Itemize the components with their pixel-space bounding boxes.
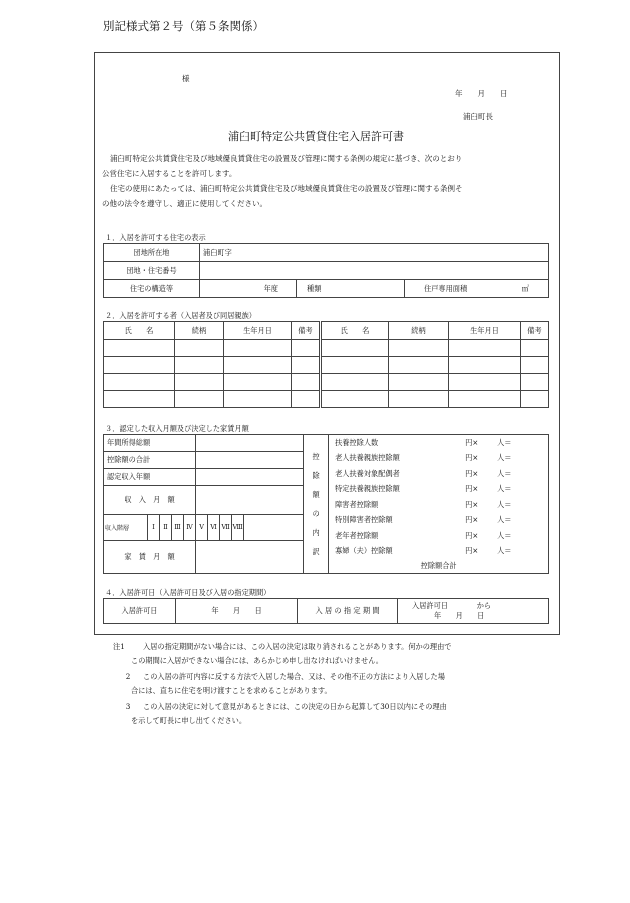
- note-line: を示して町長に申し出てください。: [131, 716, 247, 725]
- permit-date-label: 入居許可日: [104, 599, 176, 624]
- note-item: [113, 640, 452, 668]
- section1-heading: １．入居を許可する住宅の表示: [105, 233, 206, 242]
- issuer-name: 浦臼町長: [463, 112, 493, 121]
- permit-date-table: [103, 598, 549, 624]
- deduction-item-yen: 円×: [465, 437, 479, 447]
- note-line: 入居の指定期間がない場合には、この入居の決定は取り消されることがあります。何かの理由で: [143, 642, 452, 651]
- note-number: 注1: [113, 642, 125, 651]
- section3-heading: ３．認定した収入月額及び決定した家賃月額: [105, 424, 249, 433]
- form-label: 別記様式第２号（第５条関係）: [103, 19, 264, 33]
- col-remarks: 備考: [292, 322, 320, 340]
- body-para1-line1: 浦臼町特定公共賃貸住宅及び地域優良賃貸住宅の設置及び管理に関する条例の規定に基づき、次のとおり: [110, 154, 463, 163]
- deduction-item-yen: 円×: [465, 468, 479, 478]
- deduction-sum-label: 控除額合計: [420, 561, 457, 570]
- deduction-item: [329, 435, 548, 451]
- deduction-breakdown-label: [304, 435, 329, 574]
- deduction-item-label: 特定扶養親族控除額: [335, 484, 400, 494]
- deduction-item-label: 老年者控除額: [335, 530, 379, 540]
- deduction-item-label: 寡婦（夫）控除額: [335, 546, 393, 556]
- note-number: 2: [125, 672, 131, 681]
- table-row: [322, 374, 549, 391]
- deduction-item: [329, 497, 548, 513]
- deduction-item: [329, 451, 548, 467]
- table-row: [322, 391, 549, 408]
- deduction-item-yen: 円×: [465, 546, 479, 556]
- deduction-item-persons: 人＝: [497, 530, 512, 540]
- deduction-item-persons: 人＝: [497, 515, 512, 525]
- section2-heading: ２．入居を許可する者（入居者及び同居親族）: [105, 311, 256, 320]
- body-paragraph-1: [102, 151, 463, 181]
- certified-annual-label: 認定収入年額: [104, 469, 196, 486]
- permit-date-value: 年 月 日: [176, 599, 298, 624]
- deduction-item-persons: 人＝: [497, 499, 512, 509]
- deduction-item: [329, 482, 548, 498]
- certified-annual-value: [196, 469, 304, 486]
- class-4: Ⅳ: [184, 514, 196, 540]
- col-name: 氏 名: [322, 322, 389, 340]
- table-row: [104, 340, 320, 357]
- occupants-table-right: [321, 321, 549, 408]
- note-item: [113, 670, 452, 698]
- deduction-item: [329, 466, 548, 482]
- period-value: [398, 599, 549, 624]
- class-8: Ⅷ: [232, 514, 244, 540]
- deduction-item-yen: 円×: [465, 453, 479, 463]
- class-1: Ⅰ: [148, 514, 160, 540]
- col-relation: 続柄: [175, 322, 224, 340]
- deduction-char: の: [312, 509, 320, 518]
- note-number: 3: [125, 702, 131, 711]
- deduction-item-persons: 人＝: [497, 437, 512, 447]
- table-row: [322, 357, 549, 374]
- notes: [113, 640, 452, 730]
- table-row: [104, 374, 320, 391]
- annual-income-label: 年間所得総額: [104, 435, 196, 452]
- occupants-table-left: [103, 321, 320, 408]
- addressee-suffix: 様: [182, 74, 190, 83]
- deduction-item-yen: 円×: [465, 484, 479, 494]
- deduction-item-label: 老人扶養対象配偶者: [335, 468, 400, 478]
- location-value: 浦臼町字: [200, 244, 549, 262]
- income-rent-table: [103, 434, 549, 574]
- deduction-total-label: 控除額の合計: [104, 452, 196, 469]
- note-line: この入居の決定に対して意見があるときには、この決定の日から起算して30日以内にその理由: [143, 702, 447, 711]
- deduction-item-yen: 円×: [465, 530, 479, 540]
- body-para1-line2: 公営住宅に入居することを許可します。: [102, 169, 237, 178]
- deduction-char: 控: [312, 452, 320, 461]
- col-name: 氏 名: [104, 322, 175, 340]
- housing-number-value: [200, 262, 549, 280]
- rent-monthly-label: 家 賃 月 額: [104, 540, 196, 573]
- housing-info-table: [103, 243, 549, 298]
- location-label: 団地所在地: [104, 244, 200, 262]
- deduction-char: 内: [312, 528, 320, 537]
- type-field: 種類: [297, 280, 405, 298]
- monthly-income-value: [196, 486, 304, 514]
- table-row: [104, 357, 320, 374]
- deduction-item-yen: 円×: [465, 515, 479, 525]
- deduction-item-persons: 人＝: [497, 453, 512, 463]
- deduction-item-yen: 円×: [465, 499, 479, 509]
- period-end: 年 月 日: [434, 611, 485, 620]
- fiscal-year-field: 年度: [200, 280, 297, 298]
- area-field: [405, 280, 549, 298]
- note-line: この入居の許可内容に反する方法で入居した場合、又は、その他不正の方法により入居した場: [143, 672, 445, 681]
- body-para2-line2: の他の法令を遵守し、適正に使用してください。: [102, 199, 267, 208]
- deduction-item-label: 扶養控除人数: [335, 437, 379, 447]
- class-5: Ⅴ: [196, 514, 208, 540]
- deduction-item: [329, 513, 548, 529]
- deduction-char: 訳: [312, 547, 320, 556]
- table-row: [104, 391, 320, 408]
- note-item: [113, 700, 452, 728]
- income-class-label: 収入階層: [104, 514, 148, 540]
- col-relation: 続柄: [389, 322, 449, 340]
- housing-number-label: 団地・住宅番号: [104, 262, 200, 280]
- document-title: 浦臼町特定公共賃貸住宅入居許可書: [228, 130, 404, 143]
- rent-monthly-value: [196, 540, 304, 573]
- col-birthdate: 生年月日: [449, 322, 521, 340]
- note-line: 合には、直ちに住宅を明け渡すことを求めることがあります。: [131, 686, 332, 695]
- deduction-item-label: 障害者控除額: [335, 499, 379, 509]
- annual-income-value: [196, 435, 304, 452]
- deduction-total-value: [196, 452, 304, 469]
- class-7: Ⅶ: [220, 514, 232, 540]
- col-birthdate: 生年月日: [224, 322, 292, 340]
- area-unit: ㎡: [521, 283, 529, 293]
- deduction-char: 除: [312, 471, 320, 480]
- table-row: [322, 340, 549, 357]
- body-para2-line1: 住宅の使用にあたっては、浦臼町特定公共賃貸住宅及び地域優良賃貸住宅の設置及び管理に関する条例そ: [110, 184, 463, 193]
- issue-date: 年 月 日: [455, 89, 508, 98]
- deduction-item-label: 老人扶養親族控除額: [335, 453, 400, 463]
- area-label: 住戸専用面積: [424, 283, 468, 293]
- deduction-item: [329, 528, 548, 544]
- deduction-item-label: 特別障害者控除額: [335, 515, 393, 525]
- structure-label: 住宅の構造等: [104, 280, 200, 298]
- deduction-char: 額: [312, 490, 320, 499]
- deduction-item-persons: 人＝: [497, 468, 512, 478]
- class-spacer: [244, 514, 304, 540]
- deduction-item: [329, 544, 548, 560]
- monthly-income-label: 収 入 月 額: [104, 486, 196, 514]
- period-start: 入居許可日 から: [412, 601, 492, 610]
- deduction-item-persons: 人＝: [497, 484, 512, 494]
- note-line: この期間に入居ができない場合には、あらかじめ申し出なければいけません。: [131, 656, 383, 665]
- col-remarks: 備考: [521, 322, 549, 340]
- deduction-item-persons: 人＝: [497, 546, 512, 556]
- body-paragraph-2: [102, 181, 463, 211]
- class-2: Ⅱ: [160, 514, 172, 540]
- class-3: Ⅲ: [172, 514, 184, 540]
- deduction-list: [329, 435, 549, 574]
- section4-heading: ４．入居許可日（入居許可日及び入居の指定期間）: [105, 588, 271, 597]
- period-label: 入 居 の 指 定 期 間: [298, 599, 398, 624]
- class-6: Ⅵ: [208, 514, 220, 540]
